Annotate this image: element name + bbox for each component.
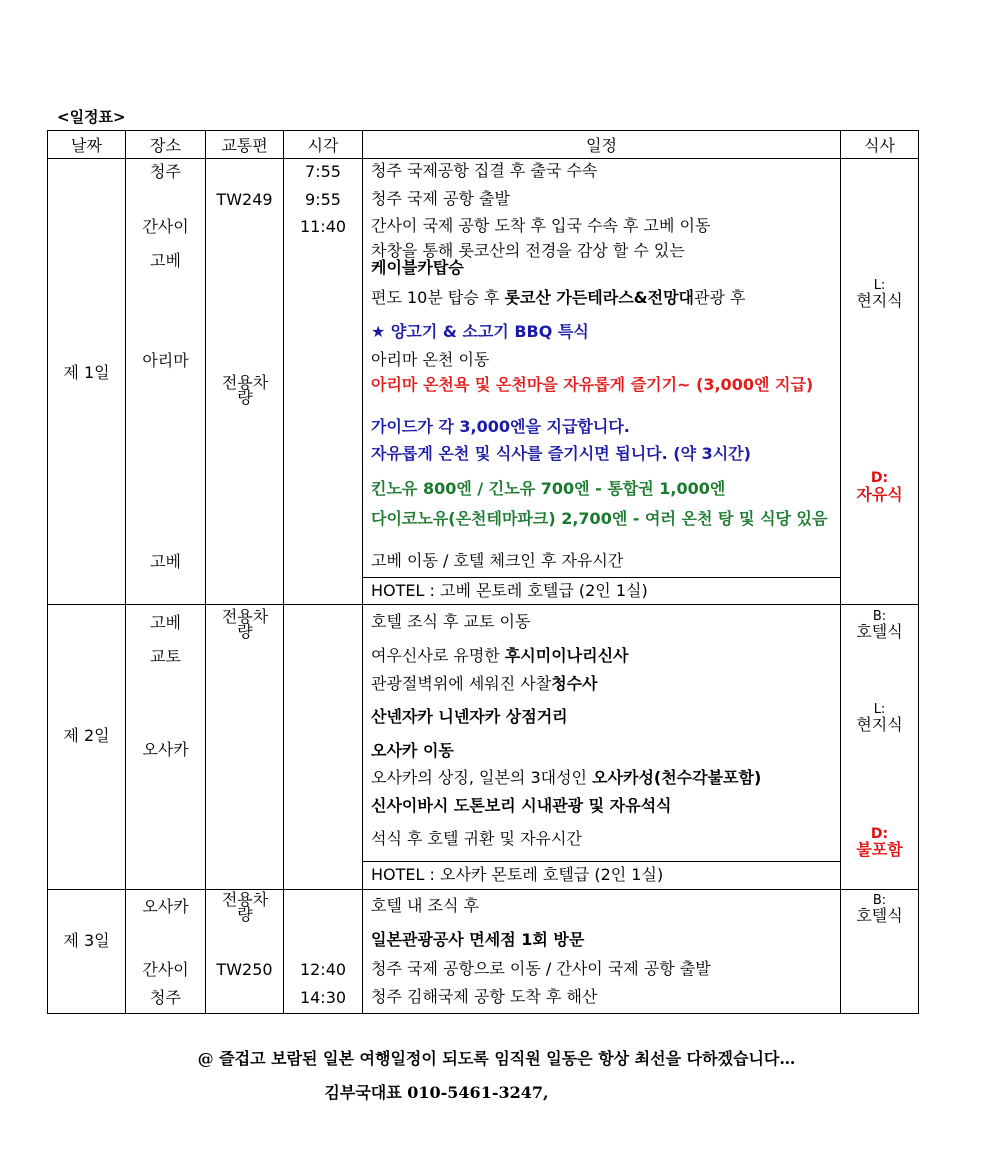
day1-item-guide: 가이드가 각 3,000엔을 지급합니다. [371, 417, 630, 436]
day2-meal-dinner-label: D: [870, 826, 889, 842]
day1-meal-lunch: 현지식 [856, 291, 903, 310]
day1-item-free: 자유롭게 온천 및 식사를 즐기시면 됩니다. (약 3시간) [371, 444, 751, 463]
day1-place-kansai: 간사이 [142, 217, 189, 236]
day3-place-osaka: 오사카 [142, 897, 189, 916]
day1-place-kobe2: 고베 [150, 552, 181, 571]
day1-item-bbq: ★ 양고기 & 소고기 BBQ 특식 [371, 322, 589, 341]
header-itinerary: 일정 [363, 131, 841, 159]
day3-item-depart: 청주 국제 공항으로 이동 / 간사이 국제 공항 출발 [371, 959, 711, 978]
day2-place-kyoto: 교토 [150, 647, 181, 666]
divider [363, 577, 840, 578]
schedule-table [47, 130, 919, 1014]
day2-item-dinner: 석식 후 호텔 귀환 및 자유시간 [371, 829, 582, 848]
day1-item-cablecar: 케이블카탑승 [371, 258, 464, 277]
day1-item-arima: 아리마 온천 이동 [371, 350, 490, 369]
header-meal: 식사 [841, 131, 919, 159]
day1-item-taikonoyu: 다이코노유(온천테마파크) 2,700엔 - 여러 온천 탕 및 식당 있음 [371, 509, 828, 528]
day3-meal-breakfast: 호텔식 [856, 906, 903, 925]
day1-item-4: 차창을 통해 롯코산의 전경을 감상 할 수 있는 [371, 241, 685, 260]
day3-time-2: 14:30 [299, 988, 347, 1007]
day1-bus: 전용차량 [221, 373, 269, 407]
day1-item-3: 간사이 국제 공항 도착 후 입국 수속 후 고베 이동 [371, 216, 711, 235]
day3-item-dutyfree: 일본관광공사 면세점 1회 방문 [371, 930, 585, 949]
day3-item-1: 호텔 내 조식 후 [371, 896, 479, 915]
day1-hotel: HOTEL : 고베 몬토레 호텔급 (2인 1실) [371, 581, 648, 600]
day2-item-fushimi: 여우신사로 유명한 후시미이나리신사 [371, 646, 629, 665]
day1-item-1: 청주 국제공항 집결 후 출국 수속 [371, 161, 598, 180]
day1-time-1: 7:55 [305, 162, 341, 181]
day1-meal-lunch-label: L: [873, 278, 886, 293]
day1-meal-dinner: 자유식 [856, 485, 903, 504]
table-row-day3 [48, 890, 919, 1014]
day2-meal-lunch-label: L: [873, 702, 886, 717]
day1-item-2: 청주 국제 공항 출발 [371, 189, 510, 208]
day2-item-shinsaibashi: 신사이바시 도톤보리 시내관광 및 자유석식 [371, 796, 672, 815]
day2-item-sannenzaka: 산넨자카 니넨자카 상점거리 [371, 707, 568, 726]
day1-date: 제 1일 [63, 363, 110, 382]
day1-meal-dinner-label: D: [870, 470, 889, 486]
day3-flight: TW250 [216, 960, 273, 979]
day1-item-onsen: 아리마 온천욕 및 온천마을 자유롭게 즐기기~ (3,000엔 지급) [371, 375, 814, 394]
header-row [48, 131, 919, 159]
day1-place-arima: 아리마 [142, 351, 189, 370]
footer-contact: 김부국대표 010-5461-3247, [324, 1083, 549, 1102]
day3-date: 제 3일 [63, 931, 110, 950]
day2-item-osaka-castle: 오사카의 상징, 일본의 3대성인 오사카성(천수각불포함) [371, 768, 762, 787]
table-row-day1 [48, 159, 919, 605]
header-place: 장소 [126, 131, 206, 159]
header-time: 시각 [284, 131, 363, 159]
day1-time-2: 9:55 [305, 190, 341, 209]
day3-item-arrive: 청주 김해국제 공항 도착 후 해산 [371, 987, 598, 1006]
day1-item-hotel-move: 고베 이동 / 호텔 체크인 후 자유시간 [371, 551, 624, 570]
day2-item-kiyomizu: 관광절벽위에 세워진 사찰청수사 [371, 674, 598, 693]
day3-meal-breakfast-label: B: [872, 893, 887, 908]
day3-place-cheongju: 청주 [150, 988, 181, 1007]
day1-item-kinnoyu: 킨노유 800엔 / 긴노유 700엔 - 통합권 1,000엔 [371, 479, 726, 498]
day2-item-osaka-move: 오사카 이동 [371, 741, 454, 760]
day1-flight: TW249 [216, 190, 273, 209]
day2-meal-lunch: 현지식 [856, 715, 903, 734]
day2-meal-dinner: 불포함 [856, 840, 903, 859]
day2-bus: 전용차량 [221, 607, 269, 641]
day2-date: 제 2일 [63, 726, 110, 745]
day2-place-osaka: 오사카 [142, 740, 189, 759]
header-date: 날짜 [48, 131, 126, 159]
header-transport: 교통편 [206, 131, 284, 159]
page-title: <일정표> [57, 108, 126, 126]
day2-place-kobe: 고베 [150, 613, 181, 632]
day3-bus: 전용차량 [221, 890, 269, 924]
day1-place-kobe: 고베 [150, 251, 181, 270]
day2-item-1: 호텔 조식 후 교토 이동 [371, 612, 531, 631]
divider [363, 861, 840, 862]
day2-meal-breakfast: 호텔식 [856, 622, 903, 641]
day2-hotel: HOTEL : 오사카 몬토레 호텔급 (2인 1실) [371, 865, 664, 884]
day3-place-kansai: 간사이 [142, 960, 189, 979]
footer-message: @ 즐겁고 보람된 일본 여행일정이 되도록 임직원 일동은 항상 최선을 다하겠습니다… [197, 1049, 796, 1068]
day1-place-cheongju: 청주 [150, 162, 181, 181]
day3-time-1: 12:40 [299, 960, 347, 979]
day1-time-3: 11:40 [299, 217, 347, 236]
day1-item-rokko: 편도 10분 탑승 후 롯코산 가든테라스&전망대관광 후 [371, 288, 746, 307]
table-row-day2 [48, 605, 919, 890]
day2-meal-breakfast-label: B: [872, 609, 887, 624]
